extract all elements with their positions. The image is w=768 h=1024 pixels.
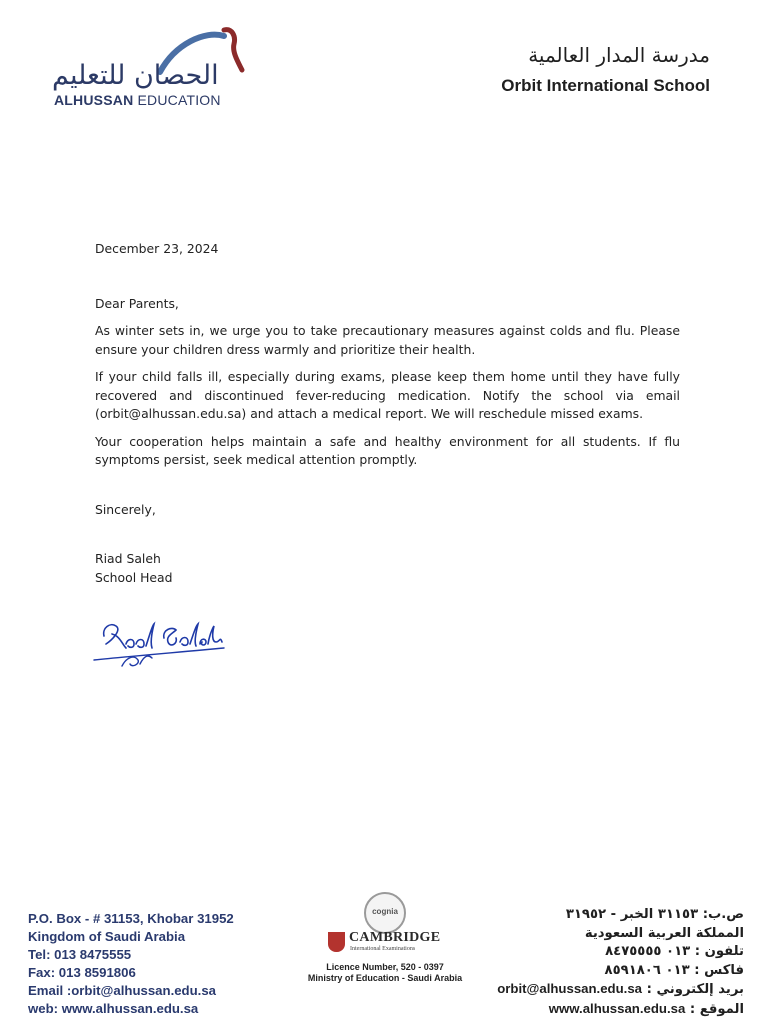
cambridge-subtitle: International Examinations — [350, 946, 416, 952]
footer-address-arabic — [497, 906, 744, 1020]
footer-po-box-ar: ص.ب: ٣١١٥٣ الخبر - ٣١٩٥٢ — [565, 907, 744, 922]
footer-web-ar — [497, 1000, 744, 1020]
footer-tel: Tel: 013 8475555 — [28, 946, 132, 962]
cambridge-logo — [328, 930, 453, 960]
letter-paragraph: If your child falls ill, especially during exams, please keep them home until they have fully recovered and discontinued fever-reducing medication. Notify the school via email (orbit@alhussan.edu.sa) and attach a medical report. We will reschedule missed exams. — [95, 369, 680, 421]
signatory-title: School Head — [95, 569, 173, 585]
footer-email-ar — [497, 980, 744, 1000]
logo-brand-text — [54, 92, 221, 108]
ministry-text: Ministry of Education - Saudi Arabia — [307, 973, 463, 983]
footer-po-box: P.O. Box - # 31153, Khobar 31952 — [28, 911, 234, 926]
logo-brand-bold: ALHUSSAN — [54, 92, 134, 108]
cognia-text: cognia — [372, 907, 398, 916]
footer-tel-ar: تلفون : ٠١٣ ٨٤٧٥٥٥٥ — [605, 944, 744, 960]
footer-email-ar-value: orbit@alhussan.edu.sa — [497, 981, 642, 997]
letter-date: December 23, 2024 — [95, 241, 219, 256]
school-name-english: Orbit International School — [501, 76, 710, 95]
signatory-name: Riad Saleh — [95, 551, 161, 566]
footer-web-ar-label: الموقع : — [685, 1001, 744, 1017]
logo-brand-rest: EDUCATION — [133, 92, 221, 108]
cambridge-shield-icon — [328, 932, 345, 952]
signature-text: Riad Saleh — [92, 614, 97, 615]
letter-body — [95, 240, 680, 587]
handwritten-signature — [92, 614, 232, 670]
footer-country: Kingdom of Saudi Arabia — [28, 928, 186, 944]
footer-web-ar-value: www.alhussan.edu.sa — [548, 1000, 686, 1016]
school-name-arabic: مدرسة المدار العالمية — [528, 43, 710, 67]
letter-paragraph: Your cooperation helps maintain a safe and healthy environment for all students. If flu symptoms persist, seek medical attention promptly. — [95, 433, 680, 467]
footer-address-english — [28, 910, 234, 1017]
logo-arabic-text: الحصان للتعليم — [52, 60, 219, 91]
letter-closing: Sincerely, — [95, 501, 156, 517]
alhussan-logo — [52, 26, 252, 110]
cognia-seal — [364, 892, 406, 934]
licence-info — [300, 962, 470, 984]
letter-paragraph: As winter sets in, we urge you to take precautionary measures against colds and flu. Please ensure your children dress warmly and prioritize their health. — [95, 323, 680, 357]
footer-fax: Fax: 013 8591806 — [28, 964, 136, 980]
footer-email: Email :orbit@alhussan.edu.sa — [28, 982, 217, 998]
footer-web: web: www.alhussan.edu.sa — [28, 1000, 199, 1016]
footer-country-ar: المملكة العربية السعودية — [584, 925, 744, 941]
letter-greeting: Dear Parents, — [95, 295, 179, 311]
footer-fax-ar: فاكس : ٠١٣ ٨٥٩١٨٠٦ — [604, 962, 744, 978]
licence-number: Licence Number, 520 - 0397 — [326, 962, 444, 972]
footer-email-ar-label: بريد إلكتروني : — [642, 982, 744, 998]
cambridge-title: CAMBRIDGE — [349, 930, 441, 945]
